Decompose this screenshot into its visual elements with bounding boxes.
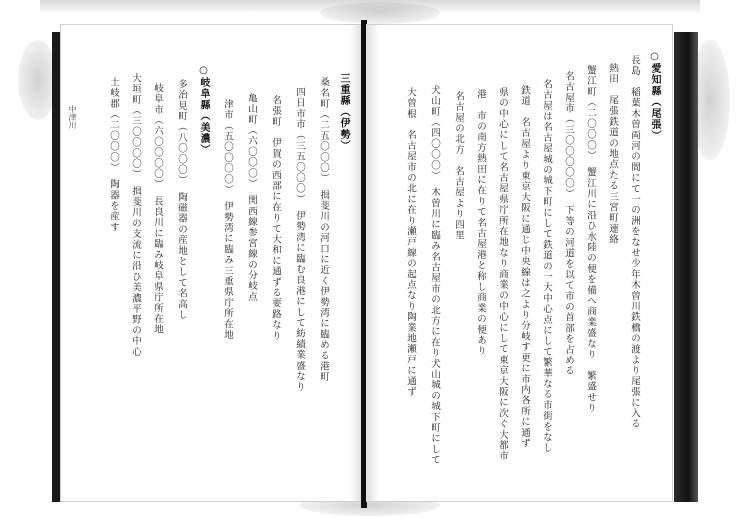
right-column-7: 鉄道 名古屋より東京大阪に通じ中央線は之より分岐す更に市内各所に通ず xyxy=(519,85,530,449)
right-column-2: 長島 稲葉木曽両河の間にて一の洲をなせ少年木曽川鉄橋の渡より尾張に入る xyxy=(629,55,640,430)
right-column-6: 名古屋は名古屋城の城下町にして鉄道の一大中心点にして繁華なる市街をなし xyxy=(541,79,552,454)
left-column-1: 三重縣（伊勢） xyxy=(338,73,349,152)
book-cover-right-edge xyxy=(674,32,698,502)
right-column-12: 大曽根 名古屋市の北に在り瀬戸線の起点なり陶業地瀬戸に通ず xyxy=(405,87,416,398)
right-column-10: 名古屋の北方 名古屋より四里 xyxy=(453,91,464,241)
gutter-shade xyxy=(366,25,380,501)
left-column-7: ○岐阜縣（美濃） xyxy=(198,65,209,156)
open-book xyxy=(52,14,692,510)
left-column-2: 桑名町（二五〇〇〇） 揖斐川の河口に近く伊勢湾に臨める港町 xyxy=(318,77,329,383)
right-column-11: 犬山町（四〇〇〇） 木曽川に臨み名古屋市の北方に在り犬山城の城下町にして xyxy=(429,85,440,466)
left-column-3: 四日市市（三五〇〇〇） 伊勢湾に臨む良港にして紡績業盛なり xyxy=(294,87,305,393)
right-column-3: 熱田 尾張鉄道の地点たる三宮町連絡 xyxy=(607,63,618,245)
right-column-8: 県の中心にして名古屋県庁所在地なり商業の中心にして東京大阪に次ぐ大都市 xyxy=(497,87,508,462)
left-column-4: 名張町 伊賀の西部に在りて大和に通ずる要路なり xyxy=(270,95,281,342)
right-column-5: 名古屋市（三〇〇〇〇〇） 下等の河道を以て市の首部を占める xyxy=(563,71,574,377)
left-column-11: 土岐郡（二〇〇〇） 陶器を産す xyxy=(108,77,119,233)
left-column-5: 亀山町（六〇〇〇） 関西線参宮線の分岐点 xyxy=(246,93,257,303)
right-column-9: 港 市の南方熱田に在りて名古屋港と称し商業の便あり xyxy=(475,89,486,357)
right-column-1: ○愛知縣（尾張） xyxy=(649,51,660,142)
left-column-10: 大垣町（三〇〇〇〇） 揖斐川の支流に沿ひ美濃平野の中心 xyxy=(130,73,141,358)
margin-note: 中津川 xyxy=(68,105,77,129)
left-column-9: 岐阜市（六〇〇〇〇） 長良川に臨み岐阜県庁所在地 xyxy=(152,83,163,336)
left-column-6: 津市（五〇〇〇〇） 伊勢湾に臨み三重県庁所在地 xyxy=(222,99,233,341)
left-column-8: 多治見町（八〇〇〇） 陶磁器の産地として名高し xyxy=(176,79,187,321)
left-page xyxy=(60,24,363,502)
right-page xyxy=(366,24,673,502)
right-column-4: 蟹江町（二〇〇〇） 蟹江川に沿ひ水陸の便を備へ商業盛なり 繁盛せり xyxy=(585,65,596,414)
